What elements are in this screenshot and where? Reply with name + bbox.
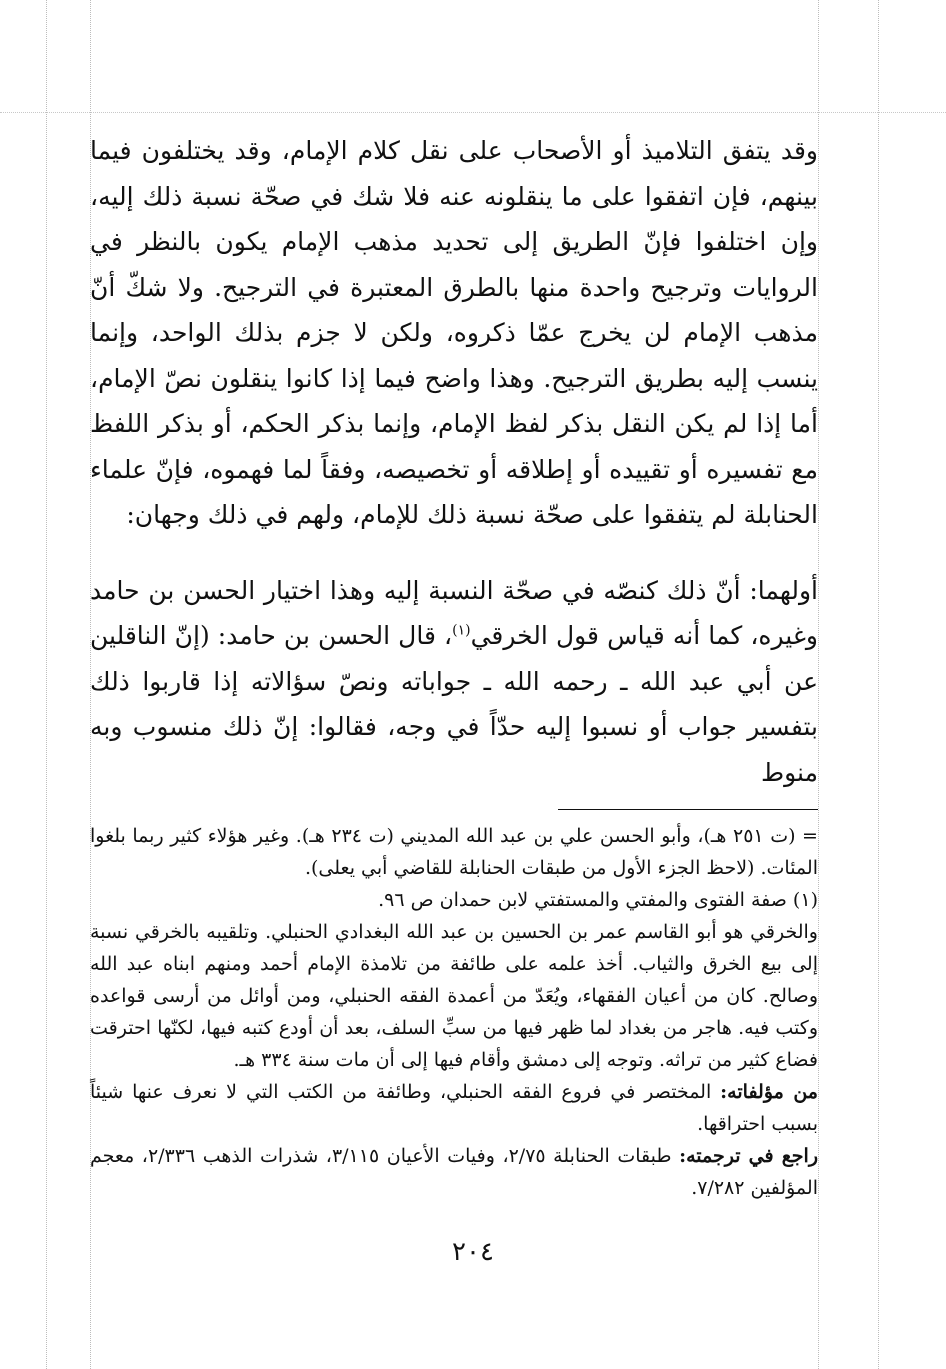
- works-label: من مؤلفاته:: [720, 1081, 818, 1103]
- references-label: راجع في ترجمته:: [679, 1145, 819, 1167]
- scan-guide-line: [46, 0, 47, 1369]
- footnote-1-references: [90, 1140, 818, 1204]
- references-text: طبقات الحنابلة ٢/٧٥، وفيات الأعيان ٣/١١٥، شذرات الذهب ٢/٣٣٦، معجم المؤلفين ٧/٢٨٢.: [90, 1145, 818, 1199]
- scan-guide-line: [0, 112, 946, 113]
- page-number: ٢٠٤: [452, 1237, 494, 1267]
- body-paragraph-2-end: ، قال الحسن بن حامد: (إنّ الناقلين عن أبي عبد الله ـ رحمه الله ـ جواباته ونصّ سؤالاته إذا قاربوا ذلك بتفسير جواب أو نسبوا إليه حدّاً في وجه، فقالوا: إنّ ذلك منسوب وبه منوط: [90, 621, 818, 787]
- footnotes-section: [90, 820, 818, 1204]
- footnote-separator: [558, 809, 818, 810]
- footnote-continuation: = (ت ٢٥١ هـ)، وأبو الحسن علي بن عبد الله المديني (ت ٢٣٤ هـ). وغير هؤلاء كثير ربما بلغوا المئات. (لاحظ الجزء الأول من طبقات الحنابلة للقاضي أبي يعلى).: [90, 825, 818, 879]
- scan-guide-line: [818, 0, 819, 1369]
- footnote-1-source: (١) صفة الفتوى والمفتي والمستفتي لابن حمدان ص ٩٦.: [378, 889, 818, 911]
- footnote-1-biography: والخرقي هو أبو القاسم عمر بن الحسين بن عبد الله البغدادي الحنبلي. وتلقيبه بالخرقي نسبة إلى بيع الخرق والثياب. أخذ علمه على طائفة من تلامذة الإمام أحمد ومنهم ابناه عبد الله وصالح. كان من أعيان الفقهاء، ويُعَدّ من أعمدة الفقه الحنبلي، ومن أوائل من أرسى قواعده وكتب فيه. هاجر من بغداد لما ظهر فيها من سبِّ السلف، بعد أن أودع كتبه فيها، لكنّها احترقت فضاع كثير من تراثه. وتوجه إلى دمشق وأقام فيها إلى أن مات سنة ٣٣٤ هـ.: [90, 921, 818, 1071]
- scan-guide-line: [878, 0, 879, 1369]
- footnote-marker[interactable]: (١): [452, 622, 471, 639]
- document-page: [90, 128, 818, 1204]
- works-text: المختصر في فروع الفقه الحنبلي، وطائفة من الكتب التي لا نعرف عنها شيئاً بسبب احتراقها.: [90, 1081, 818, 1135]
- body-paragraph-2: [90, 568, 818, 796]
- body-paragraph-1: وقد يتفق التلاميذ أو الأصحاب على نقل كلام الإمام، وقد يختلفون فيما بينهم، فإن اتفقوا على ما ينقلونه عنه فلا شك في صحّة نسبة ذلك إليه، وإن اختلفوا فإنّ الطريق إلى تحديد مذهب الإمام يكون بالنظر في الروايات وترجيح واحدة منها بالطرق المعتبرة في الترجيح. ولا شكّ أنّ مذهب الإمام لن يخرج عمّا ذكروه، ولكن لا جزم بذلك الواحد، وإنما ينسب إليه بطريق الترجيح. وهذا واضح فيما إذا كانوا ينقلون نصّ الإمام، أما إذا لم يكن النقل بذكر لفظ الإمام، وإنما بذكر الحكم، أو بذكر اللفظ مع تفسيره أو تقييده أو إطلاقه أو تخصيصه، وفقاً لما فهموه، فإنّ علماء الحنابلة لم يتفقوا على صحّة نسبة ذلك للإمام، ولهم في ذلك وجهان:: [90, 136, 818, 529]
- footnote-1-works: [90, 1076, 818, 1140]
- body-paragraph-2-start: أولهما: أنّ ذلك كنصّه في صحّة النسبة إليه وهذا اختيار الحسن بن حامد وغيره، كما أنه قياس قول الخرقي: [90, 575, 818, 650]
